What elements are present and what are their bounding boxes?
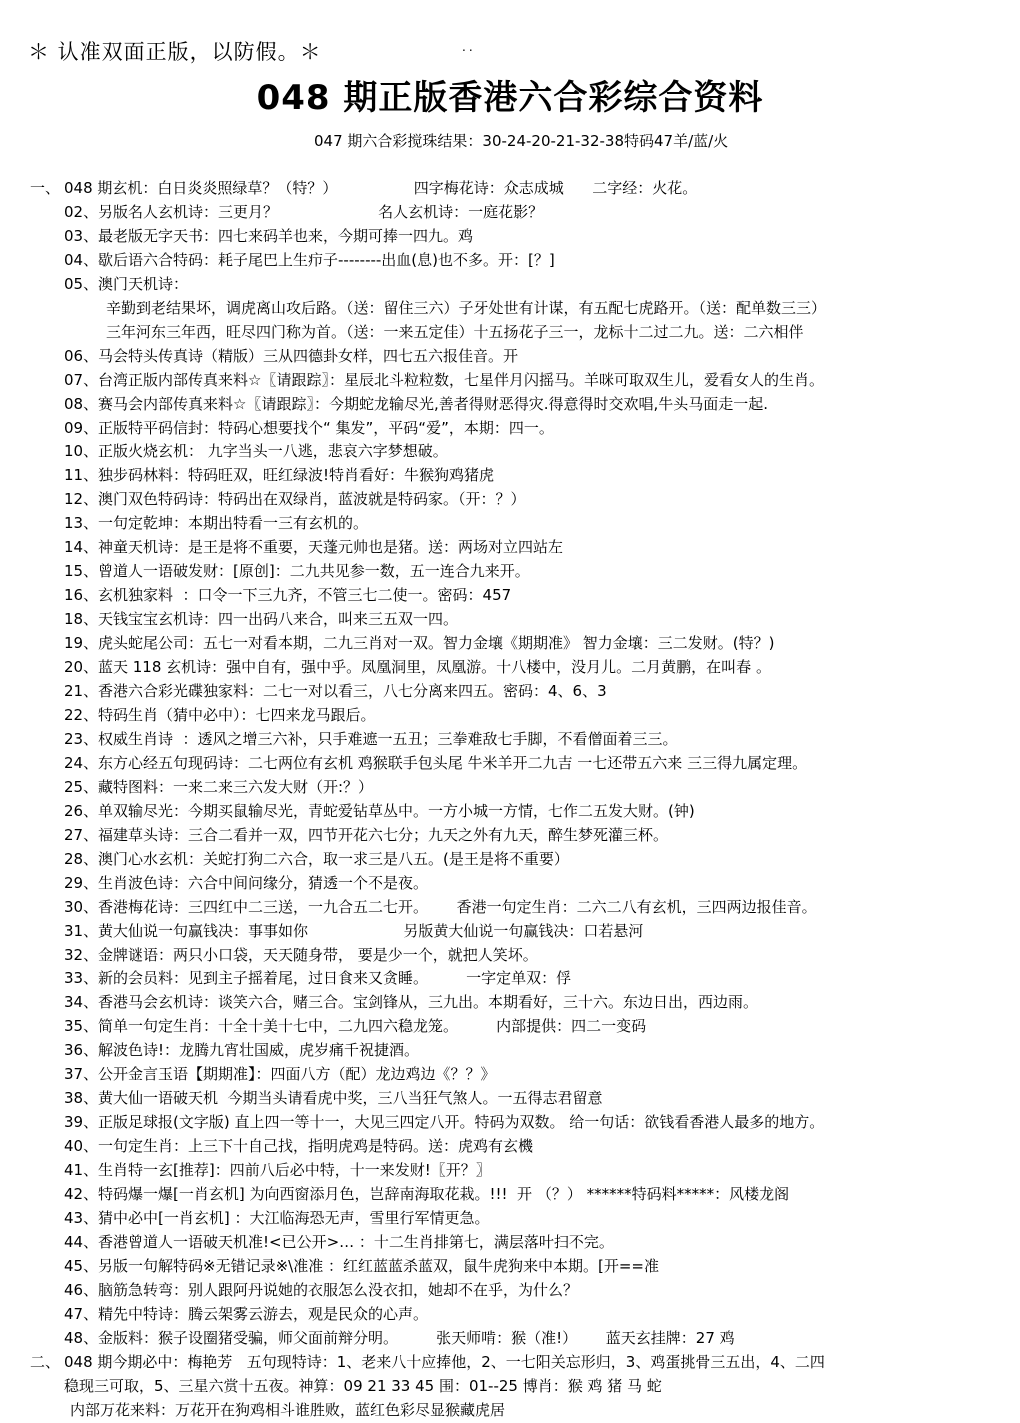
item-text: 香港马会玄机诗：谈笑六合，赌三合。宝剑锋从，三九出。本期看好，三十六。东边日出，西边雨。 bbox=[98, 993, 759, 1012]
list-item bbox=[30, 369, 1000, 393]
item-text: 神童天机诗：是王是将不重要，天蓬元帅也是猪。送：两场对立四站左 bbox=[98, 538, 564, 557]
item-text: 特码爆一爆[一肖玄机] 为向西窗添月色，岂辞南海取花栽。!!! 开 （？） ******特码料*****：风楼龙阁 bbox=[98, 1185, 790, 1204]
list-item bbox=[30, 1135, 1000, 1159]
item-number: 18、 bbox=[64, 610, 99, 629]
list-item bbox=[30, 752, 1000, 776]
page-title: 048 期正版香港六合彩综合资料 bbox=[256, 78, 764, 118]
list-item bbox=[30, 1111, 1000, 1135]
previous-draw-result: 047 期六合彩搅珠结果：30-24-20-21-32-38特码47羊/蓝/火 bbox=[314, 132, 729, 150]
item-text: 香港梅花诗：三四红中二三送，一九合五二七开。 香港一句定生肖：二六二八有玄机，三四两边报佳音。 bbox=[98, 897, 817, 916]
list-item bbox=[30, 1063, 1000, 1087]
item-text: 一句定生肖：上三下十自己找，指明虎鸡是特码。送：虎鸡有玄機 bbox=[98, 1137, 534, 1156]
list-item bbox=[30, 512, 1000, 536]
item-number: 22、 bbox=[64, 705, 99, 724]
item-text: 赛马会内部传真来料☆〖请跟踪〗：今期蛇龙输尽光,善者得财恶得灾.得意得时交欢唱,牛头马面走一起. bbox=[98, 394, 769, 413]
item-number: 37、 bbox=[64, 1065, 99, 1084]
list-item bbox=[30, 872, 1000, 896]
item-text: 蓝天 118 玄机诗：强中自有，强中乎。凤凰洞里，凤凰游。十八楼中，没月儿。二月黄鹏，在叫春 。 bbox=[98, 658, 771, 677]
item-number: 16、 bbox=[64, 586, 99, 605]
item-number: 43、 bbox=[64, 1208, 99, 1227]
item-number: 47、 bbox=[64, 1304, 99, 1323]
item-text: 玄机独家料 ：口令一下三九齐，不管三七二使一。密码：457 bbox=[98, 586, 512, 605]
item-number: 46、 bbox=[64, 1280, 99, 1299]
item-number: 10、 bbox=[64, 442, 99, 461]
item-number: 27、 bbox=[64, 825, 99, 844]
item-number: 13、 bbox=[64, 514, 99, 533]
item-text: 生肖波色诗：六合中间问缘分，猜透一个不是夜。 bbox=[98, 873, 429, 892]
item-text: 一句定乾坤：本期出特看一三有玄机的。 bbox=[98, 514, 369, 533]
item-number: 40、 bbox=[64, 1137, 99, 1156]
item-text: 正版特平码信封：特码心想要找个“ 集发”，平码“爱”，本期：四一。 bbox=[98, 418, 554, 437]
item-text: 048 期玄机：白日炎炎照绿草？（特？） 四字梅花诗：众志成城 二字经：火花。 bbox=[64, 179, 698, 197]
anti-fake-notice: ＊ 认准双面正版，以防假。＊ bbox=[28, 40, 322, 64]
item-text: 金牌谜语：两只小口袋，天天随身带， 要是少一个，就把人笑坏。 bbox=[98, 945, 538, 964]
list-item bbox=[30, 584, 1000, 608]
item-number: 03、 bbox=[64, 226, 99, 245]
list-item bbox=[30, 1087, 1000, 1111]
item-text: 福建草头诗：三合二看并一双，四节开花六七分；九天之外有九天，醉生梦死灌三杯。 bbox=[98, 825, 669, 844]
item-text: 黄大仙一语破天机 今期当头请看虎中奖，三八当狂气煞人。一五得志君留意 bbox=[98, 1089, 603, 1108]
item-text: 特码生肖（猜中必中）：七四来龙马跟后。 bbox=[98, 705, 376, 724]
item-number: 34、 bbox=[64, 993, 99, 1012]
item-text: 脑筋急转弯：别人跟阿丹说她的衣服怎么没衣扣，她却不在乎，为什么？ bbox=[98, 1280, 579, 1299]
item-number: 14、 bbox=[64, 538, 99, 557]
item-number: 41、 bbox=[64, 1161, 99, 1180]
item-text: 独步码林料：特码旺双，旺红绿波!特肖看好：牛猴狗鸡猪虎 bbox=[98, 466, 495, 485]
list-item bbox=[30, 1375, 1000, 1399]
list-item bbox=[30, 704, 1000, 728]
list-item bbox=[30, 991, 1000, 1015]
item-number: 二、 bbox=[30, 1352, 61, 1371]
item-number: 21、 bbox=[64, 682, 99, 701]
list-item bbox=[30, 1255, 1000, 1279]
item-text: 澳门天机诗： bbox=[98, 274, 189, 293]
item-number: 30、 bbox=[64, 897, 99, 916]
item-text: 藏特图料：一来二来三六发大财（开:？） bbox=[98, 777, 374, 796]
item-text: 公开金言玉语【期期准】：四面八方（配）龙边鸡边《？？》 bbox=[98, 1065, 496, 1084]
item-number: 一、 bbox=[30, 179, 61, 197]
item-text: 东方心经五句现码诗：二七两位有玄机 鸡猴联手包头尾 牛米羊开二九吉 一七还带五六来 三三得九属定理。 bbox=[98, 753, 808, 772]
item-number: 06、 bbox=[64, 346, 99, 365]
item-number: 11、 bbox=[64, 466, 99, 485]
list-item bbox=[30, 1183, 1000, 1207]
item-text: 新的会员料：见到主子摇着尾，过日食来又贪睡。 一字定单双：俘 bbox=[98, 969, 572, 988]
item-text: 正版足球报(文字版) 直上四一等十一，大见三四定八开。特码为双数。 给一句话：欲钱看香港人最多的地方。 bbox=[98, 1113, 825, 1132]
item-number: 35、 bbox=[64, 1017, 99, 1036]
item-number: 25、 bbox=[64, 777, 99, 796]
list-item bbox=[30, 824, 1000, 848]
item-number: 28、 bbox=[64, 849, 99, 868]
list-item bbox=[30, 393, 1000, 417]
item-number: 33、 bbox=[64, 969, 99, 988]
item-text: 最老版无字天书：四七来码羊也来，今期可捧一四九。鸡 bbox=[98, 226, 474, 245]
item-number: 44、 bbox=[64, 1232, 99, 1251]
item-text: 048 期今期必中：梅艳芳 五句现特诗：1、老来八十应捧他，2、一七阳关忘形归，3、鸡蛋挑骨三五出，4、二四 bbox=[64, 1352, 825, 1371]
list-item bbox=[30, 345, 1000, 369]
item-number: 39、 bbox=[64, 1113, 99, 1132]
list-item bbox=[30, 656, 1000, 680]
list-item bbox=[30, 1039, 1000, 1063]
list-item bbox=[30, 1159, 1000, 1183]
item-number: 48、 bbox=[64, 1328, 99, 1347]
item-text: 精先中特诗：腾云架雾云游去，观是民众的心声。 bbox=[98, 1304, 429, 1323]
list-item bbox=[30, 1015, 1000, 1039]
list-item bbox=[30, 1279, 1000, 1303]
list-item bbox=[30, 560, 1000, 584]
item-text: 虎头蛇尾公司：五七一对看本期，二九三肖对一双。智力金壤《期期准》 智力金壤：三二发财。(特？) bbox=[98, 634, 775, 653]
list-item bbox=[30, 464, 1000, 488]
item-number: 08、 bbox=[64, 394, 99, 413]
tips-list bbox=[30, 177, 1000, 1423]
list-item bbox=[30, 680, 1000, 704]
item-text: 香港曾道人一语破天机准!<已公开>… ：十二生肖排第七，满层落叶扫不完。 bbox=[98, 1232, 614, 1251]
item-number: 26、 bbox=[64, 801, 99, 820]
item-text: 另版一句解特码※无错记录※\准准 ：红红蓝蓝杀蓝双，鼠牛虎狗来中本期。[开==准 bbox=[98, 1256, 659, 1275]
list-item bbox=[30, 201, 1000, 225]
list-item bbox=[30, 1231, 1000, 1255]
list-item bbox=[30, 225, 1000, 249]
list-item bbox=[30, 896, 1000, 920]
item-text: 简单一句定生肖：十全十美十七中，二九四六稳龙笼。 内部提供：四二一变码 bbox=[98, 1017, 647, 1036]
item-number: 07、 bbox=[64, 370, 99, 389]
item-text: 内部万花来料：万花开在狗鸡相斗谁胜败，蓝红色彩尽显猴藏虎居 bbox=[70, 1400, 506, 1419]
item-text: 香港六合彩光碟独家料：二七一对以看三，八七分离来四五。密码：4、6、3 bbox=[98, 682, 607, 701]
item-text: 天钱宝宝玄机诗：四一出码八来合，叫来三五双一四。 bbox=[98, 610, 459, 629]
list-item bbox=[30, 1327, 1000, 1351]
item-number: 24、 bbox=[64, 753, 99, 772]
item-text: 权威生肖诗 ：透风之增三六补，只手难遮一五丑；三拳难敌七手脚，不看僧面着三三。 bbox=[98, 729, 678, 748]
item-text: 三年河东三年西，旺尽四门称为首。（送：一来五定佳）十五扬花子三一，龙标十二过二九。送：二六相伴 bbox=[106, 322, 804, 341]
list-item bbox=[30, 177, 1000, 201]
item-text: 曾道人一语破发财：[原创]：二九共见参一数，五一连合九来开。 bbox=[98, 562, 530, 581]
item-text: 黄大仙说一句赢钱决：事事如你 另版黄大仙说一句赢钱决：口若悬河 bbox=[98, 921, 644, 940]
item-number: 36、 bbox=[64, 1041, 99, 1060]
item-text: 澳门心水玄机：关蛇打狗二六合，取一求三是八五。(是王是将不重要） bbox=[98, 849, 569, 868]
item-text: 辛勤到老结果坏，调虎离山攻后路。（送：留住三六）子牙处世有计谋，有五配七虎路开。（送：配单数三三） bbox=[106, 298, 827, 317]
item-number: 31、 bbox=[64, 921, 99, 940]
list-item bbox=[30, 321, 1000, 345]
list-item bbox=[30, 1351, 1000, 1375]
item-number: 23、 bbox=[64, 729, 99, 748]
list-item bbox=[30, 1303, 1000, 1327]
item-text: 歇后语六合特码：耗子尾巴上生疖子--------出血(息)也不多。开：[？] bbox=[98, 250, 555, 269]
item-number: 20、 bbox=[64, 658, 99, 677]
list-item bbox=[30, 488, 1000, 512]
item-number: 12、 bbox=[64, 490, 99, 509]
corner-dots: .. bbox=[462, 40, 476, 54]
item-text: 稳现三可取，5、三星六赏十五夜。神算：09 21 33 45 围：01--25 博肖：猴 鸡 猪 马 蛇 bbox=[64, 1376, 662, 1395]
item-text: 澳门双色特码诗：特码出在双绿肖，蓝波就是特码家。（开：？） bbox=[98, 490, 526, 509]
item-number: 15、 bbox=[64, 562, 99, 581]
list-item bbox=[30, 967, 1000, 991]
list-item bbox=[30, 800, 1000, 824]
item-number: 19、 bbox=[64, 634, 99, 653]
item-number: 38、 bbox=[64, 1089, 99, 1108]
item-text: 金版料：猴子设圈猪受骗，师父面前辩分明。 张天师啃：猴（准!） 蓝天玄挂牌：27 鸡 bbox=[98, 1328, 735, 1347]
item-number: 42、 bbox=[64, 1185, 99, 1204]
list-item bbox=[30, 249, 1000, 273]
list-item bbox=[30, 536, 1000, 560]
list-item bbox=[30, 297, 1000, 321]
item-text: 猜中必中[一肖玄机] ：大江临海恐无声，雪里行军情更急。 bbox=[98, 1208, 490, 1227]
item-number: 29、 bbox=[64, 873, 99, 892]
item-number: 02、 bbox=[64, 202, 99, 221]
item-text: 正版火烧玄机： 九字当头一八逃，悲哀六字梦想破。 bbox=[98, 442, 448, 461]
item-number: 45、 bbox=[64, 1256, 99, 1275]
list-item bbox=[30, 1399, 1000, 1423]
list-item bbox=[30, 632, 1000, 656]
item-number: 09、 bbox=[64, 418, 99, 437]
list-item bbox=[30, 920, 1000, 944]
list-item bbox=[30, 440, 1000, 464]
item-text: 马会特头传真诗（精版）三从四德卦女样，四七五六报佳音。开 bbox=[98, 346, 519, 365]
item-text: 台湾正版内部传真来料☆〖请跟踪〗：星辰北斗粒粒数，七星伴月闪摇马。羊咪可取双生儿，爱看女人的生肖。 bbox=[98, 370, 824, 389]
list-item bbox=[30, 417, 1000, 441]
list-item bbox=[30, 848, 1000, 872]
list-item bbox=[30, 776, 1000, 800]
list-item bbox=[30, 944, 1000, 968]
list-item bbox=[30, 608, 1000, 632]
item-number: 32、 bbox=[64, 945, 99, 964]
item-text: 生肖特一玄[推荐]：四前八后必中特，十一来发财!〖开？〗 bbox=[98, 1161, 491, 1180]
item-number: 04、 bbox=[64, 250, 99, 269]
list-item bbox=[30, 728, 1000, 752]
list-item bbox=[30, 1207, 1000, 1231]
item-text: 单双输尽光：今期买鼠输尽光，青蛇爱钻草丛中。一方小城一方情，七作二五发大财。(钟) bbox=[98, 801, 695, 820]
list-item bbox=[30, 273, 1000, 297]
item-text: 解波色诗!：龙腾九宵壮国威，虎岁痛千祝捷酒。 bbox=[98, 1041, 420, 1060]
item-text: 另版名人玄机诗：三更月？ 名人玄机诗：一庭花影？ bbox=[98, 202, 544, 221]
item-number: 05、 bbox=[64, 274, 99, 293]
